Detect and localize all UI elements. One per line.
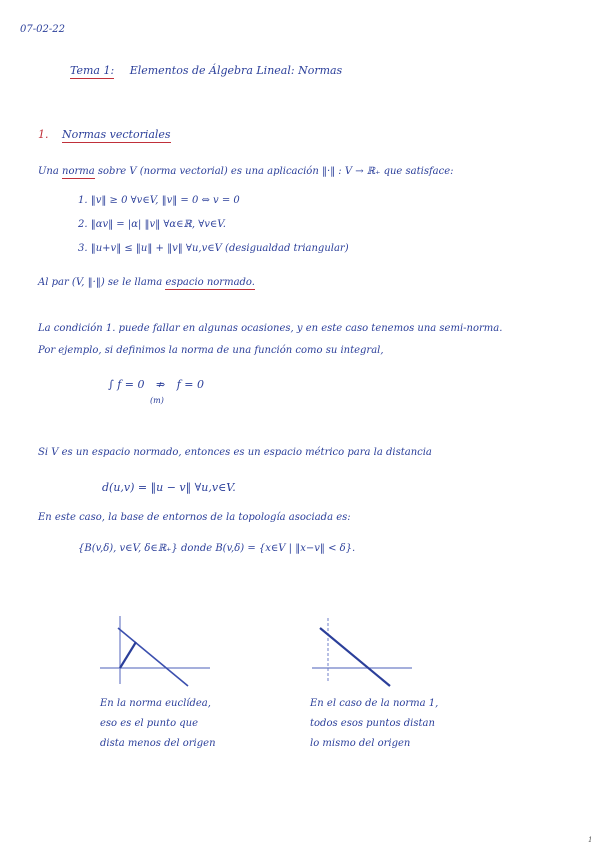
neighbourhood-basis: {B(v,δ), v∈V, δ∈ℝ₊} donde B(v,δ) = {x∈V | ‖x−v‖ < δ}. [78,543,356,554]
level-line [118,628,188,686]
metric-line-2: En este caso, la base de entornos de la topología asociada es: [38,512,351,523]
title-tema: Tema 1: [70,64,115,77]
page-title [70,64,342,77]
right-caption-3: lo mismo del origen [310,738,411,749]
pair-pre: Al par (V, ‖·‖) se le llama [38,277,163,288]
section-heading [38,128,171,141]
axiom-2: 2. ‖αv‖ = |α| ‖v‖ ∀α∈ℝ, ∀v∈V. [78,219,226,230]
pair-term: espacio normado. [165,277,255,288]
definition-intro [38,166,454,177]
formula-subscript: (m) [150,396,164,405]
seminorm-line-1: La condición 1. puede fallar en algunas ocasiones, y en este caso tenemos una semi-norma. [38,323,503,334]
definition-term: norma [62,166,95,177]
left-caption-2: eso es el punto que [100,718,199,729]
date: 07-02-22 [20,24,65,35]
definition-intro-post: sobre V (norma vectorial) es una aplicación ‖·‖ : V → ℝ₊ que satisface: [97,166,454,177]
title-rest: Elementos de Álgebra Lineal: Normas [129,64,343,77]
distance-formula: d(u,v) = ‖u − v‖ ∀u,v∈V. [102,481,236,494]
left-caption-3: dista menos del origen [100,738,216,749]
seminorm-line-2: Por ejemplo, si definimos la norma de una función como su integral, [38,345,384,356]
level-line [320,628,390,686]
metric-line-1: Si V es un espacio normado, entonces es un espacio métrico para la distancia [38,447,432,458]
section-title: Normas vectoriales [62,128,171,141]
formula-right: f = 0 [176,378,205,391]
euclidean-norm-figure [96,612,216,692]
section-number: 1. [38,128,49,141]
norm-1-figure [308,612,418,692]
formula-implies: ⇏ [156,378,166,391]
page-number: 1 [588,836,593,844]
right-caption-1: En el caso de la norma 1, [310,698,439,709]
axiom-3: 3. ‖u+v‖ ≤ ‖u‖ + ‖v‖ ∀u,v∈V (desigualdad triangular) [78,243,349,254]
normed-space-sentence [38,277,255,288]
formula-left: ∫ f = 0 [108,378,145,391]
axiom-1: 1. ‖v‖ ≥ 0 ∀v∈V, ‖v‖ = 0 ⇔ v = 0 [78,195,240,206]
min-distance-segment [120,642,136,668]
seminorm-formula [108,378,204,391]
right-caption-2: todos esos puntos distan [310,718,435,729]
left-caption-1: En la norma euclídea, [100,698,211,709]
definition-intro-pre: Una [38,166,59,177]
